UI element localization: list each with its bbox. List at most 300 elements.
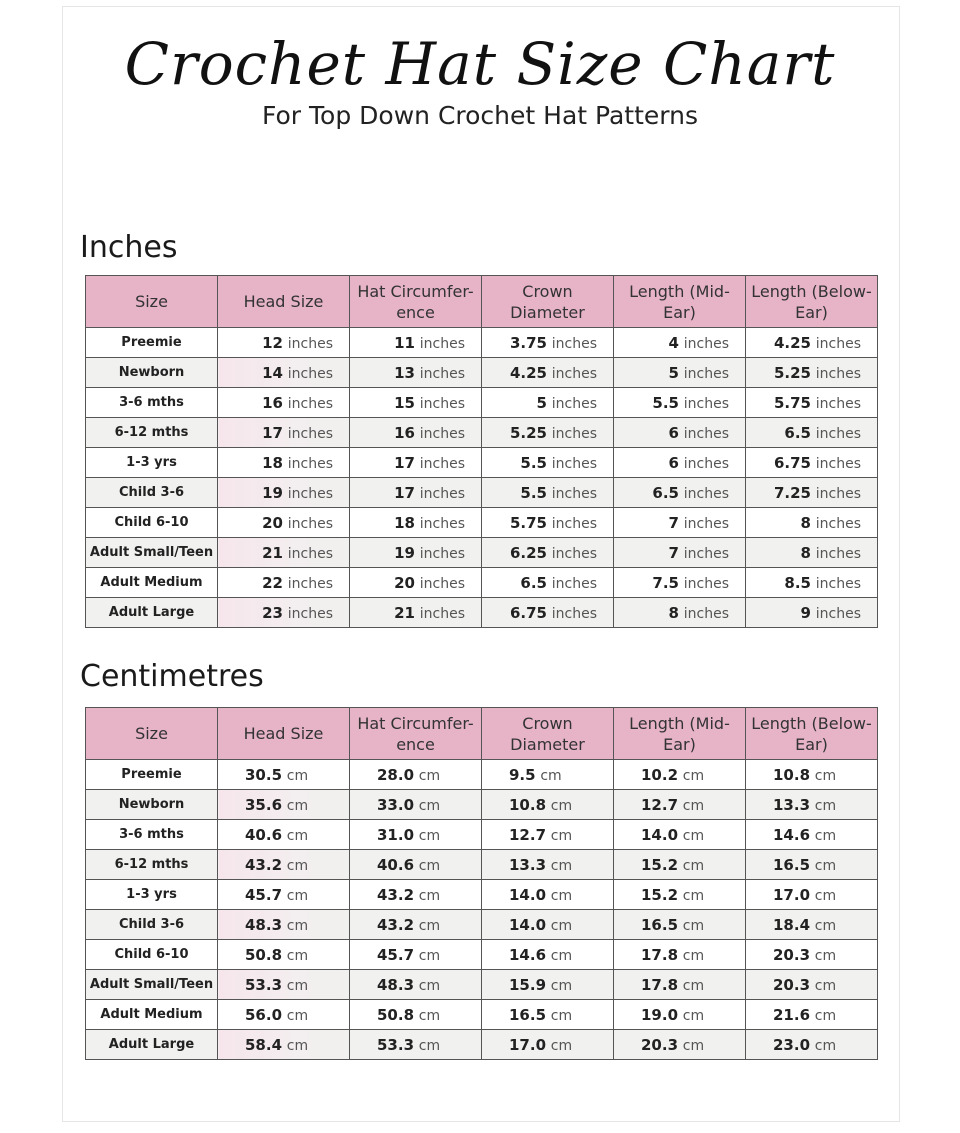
measurement-unit: inches <box>551 605 597 622</box>
table-row <box>86 568 878 598</box>
measurement-value: 5.5 <box>520 483 547 502</box>
measurement-cell <box>350 790 482 820</box>
table-row <box>86 760 878 790</box>
measurement-cell <box>746 850 878 880</box>
measurement-unit: inches <box>287 335 333 352</box>
measurement-value: 5.5 <box>652 393 679 412</box>
measurement-unit: inches <box>419 575 465 592</box>
measurement-value: 53.3 <box>377 1035 415 1054</box>
measurement-unit: inches <box>419 515 465 532</box>
measurement-value: 53.3 <box>245 975 283 994</box>
size-cell: Child 3-6 <box>86 478 218 508</box>
measurement-cell <box>482 940 614 970</box>
measurement-value: 4.25 <box>509 363 547 382</box>
measurement-value: 14.0 <box>509 885 547 904</box>
measurement-cell <box>482 448 614 478</box>
measurement-unit: inches <box>287 425 333 442</box>
measurement-unit: inches <box>419 545 465 562</box>
measurement-cell <box>482 910 614 940</box>
size-cell: Child 6-10 <box>86 508 218 538</box>
centimetres-table <box>85 707 878 1060</box>
measurement-value: 8 <box>800 513 811 532</box>
table-row <box>86 1030 878 1060</box>
size-cell: Preemie <box>86 760 218 790</box>
size-cell: Adult Medium <box>86 1000 218 1030</box>
measurement-value: 7.25 <box>773 483 811 502</box>
measurement-value: 19 <box>262 483 283 502</box>
measurement-cell <box>218 598 350 628</box>
measurement-unit: cm <box>286 1037 309 1054</box>
measurement-cell <box>482 418 614 448</box>
measurement-cell <box>746 970 878 1000</box>
measurement-cell <box>218 1000 350 1030</box>
measurement-unit: inches <box>287 485 333 502</box>
measurement-unit: cm <box>814 797 837 814</box>
measurement-cell <box>218 358 350 388</box>
measurement-cell <box>350 760 482 790</box>
measurement-value: 21.6 <box>773 1005 811 1024</box>
measurement-value: 22 <box>262 573 283 592</box>
measurement-value: 58.4 <box>245 1035 283 1054</box>
measurement-cell <box>746 478 878 508</box>
page-title: Crochet Hat Size Chart <box>124 30 836 98</box>
measurement-cell <box>482 850 614 880</box>
measurement-value: 15.9 <box>509 975 547 994</box>
measurement-unit: inches <box>551 515 597 532</box>
table-row <box>86 880 878 910</box>
measurement-unit: cm <box>418 827 441 844</box>
header-length-below-ear: Length (Below-Ear) <box>746 276 878 328</box>
measurement-value: 7 <box>668 543 679 562</box>
measurement-cell <box>218 448 350 478</box>
measurement-value: 45.7 <box>377 945 415 964</box>
header-length-below-ear: Length (Below-Ear) <box>746 708 878 760</box>
measurement-value: 10.8 <box>509 795 547 814</box>
measurement-value: 12.7 <box>641 795 679 814</box>
measurement-unit: inches <box>683 365 729 382</box>
header-crown-diameter: Crown Diameter <box>482 708 614 760</box>
measurement-cell <box>614 880 746 910</box>
measurement-unit: cm <box>286 797 309 814</box>
measurement-unit: cm <box>286 887 309 904</box>
measurement-value: 6.5 <box>652 483 679 502</box>
measurement-unit: cm <box>550 917 573 934</box>
measurement-cell <box>218 418 350 448</box>
measurement-value: 7 <box>668 513 679 532</box>
measurement-value: 56.0 <box>245 1005 283 1024</box>
measurement-cell <box>218 568 350 598</box>
measurement-value: 43.2 <box>245 855 283 874</box>
measurement-value: 16.5 <box>509 1005 547 1024</box>
table-row <box>86 1000 878 1030</box>
measurement-value: 6 <box>668 423 679 442</box>
measurement-cell <box>746 358 878 388</box>
measurement-value: 21 <box>394 603 415 622</box>
measurement-value: 8 <box>800 543 811 562</box>
measurement-cell <box>482 358 614 388</box>
measurement-cell <box>614 820 746 850</box>
measurement-value: 6.25 <box>509 543 547 562</box>
measurement-value: 48.3 <box>245 915 283 934</box>
measurement-cell <box>746 1030 878 1060</box>
measurement-value: 10.2 <box>641 765 679 784</box>
measurement-unit: cm <box>286 857 309 874</box>
measurement-unit: cm <box>814 947 837 964</box>
size-cell: Newborn <box>86 790 218 820</box>
measurement-value: 6.75 <box>773 453 811 472</box>
measurement-unit: inches <box>815 455 861 472</box>
measurement-value: 5 <box>668 363 679 382</box>
measurement-value: 23 <box>262 603 283 622</box>
measurement-value: 14.6 <box>773 825 811 844</box>
measurement-value: 18 <box>394 513 415 532</box>
table-header-row <box>86 276 878 328</box>
measurement-cell <box>746 418 878 448</box>
measurement-cell <box>218 538 350 568</box>
measurement-value: 13.3 <box>773 795 811 814</box>
measurement-cell <box>746 538 878 568</box>
measurement-cell <box>350 910 482 940</box>
measurement-value: 20.3 <box>773 945 811 964</box>
measurement-cell <box>614 790 746 820</box>
measurement-value: 48.3 <box>377 975 415 994</box>
measurement-unit: cm <box>418 857 441 874</box>
measurement-unit: inches <box>815 395 861 412</box>
measurement-cell <box>614 598 746 628</box>
measurement-cell <box>614 1030 746 1060</box>
measurement-cell <box>350 598 482 628</box>
measurement-unit: cm <box>286 1007 309 1024</box>
measurement-unit: inches <box>287 395 333 412</box>
measurement-unit: cm <box>550 827 573 844</box>
measurement-cell <box>482 970 614 1000</box>
measurement-cell <box>482 388 614 418</box>
header-crown-diameter: Crown Diameter <box>482 276 614 328</box>
header-hat-circumference: Hat Circumfer-ence <box>350 276 482 328</box>
measurement-cell <box>218 850 350 880</box>
measurement-cell <box>482 568 614 598</box>
measurement-value: 9 <box>800 603 811 622</box>
measurement-cell <box>218 880 350 910</box>
measurement-unit: cm <box>682 887 705 904</box>
measurement-cell <box>350 508 482 538</box>
measurement-unit: cm <box>418 977 441 994</box>
measurement-cell <box>482 478 614 508</box>
measurement-value: 16 <box>262 393 283 412</box>
measurement-cell <box>218 760 350 790</box>
table-row <box>86 418 878 448</box>
measurement-cell <box>746 388 878 418</box>
header-hat-circumference: Hat Circumfer-ence <box>350 708 482 760</box>
measurement-cell <box>614 538 746 568</box>
measurement-cell <box>482 790 614 820</box>
measurement-unit: cm <box>550 797 573 814</box>
measurement-value: 15 <box>394 393 415 412</box>
measurement-unit: cm <box>418 767 441 784</box>
measurement-unit: inches <box>287 575 333 592</box>
measurement-unit: cm <box>682 977 705 994</box>
measurement-value: 43.2 <box>377 885 415 904</box>
measurement-unit: cm <box>550 1007 573 1024</box>
measurement-unit: inches <box>683 455 729 472</box>
measurement-cell <box>614 910 746 940</box>
measurement-unit: cm <box>682 1037 705 1054</box>
measurement-cell <box>350 850 482 880</box>
measurement-unit: cm <box>286 917 309 934</box>
measurement-value: 10.8 <box>773 765 811 784</box>
measurement-value: 50.8 <box>245 945 283 964</box>
measurement-unit: cm <box>814 977 837 994</box>
measurement-unit: inches <box>551 485 597 502</box>
measurement-unit: cm <box>682 797 705 814</box>
measurement-unit: cm <box>418 887 441 904</box>
measurement-value: 31.0 <box>377 825 415 844</box>
measurement-unit: inches <box>815 515 861 532</box>
measurement-value: 14.6 <box>509 945 547 964</box>
size-cell: Adult Small/Teen <box>86 538 218 568</box>
table-row <box>86 478 878 508</box>
measurement-cell <box>350 478 482 508</box>
measurement-unit: cm <box>814 767 837 784</box>
measurement-value: 3.75 <box>509 333 547 352</box>
table-row <box>86 790 878 820</box>
measurement-unit: cm <box>682 857 705 874</box>
measurement-unit: cm <box>540 767 562 784</box>
measurement-unit: cm <box>550 857 573 874</box>
measurement-cell <box>482 760 614 790</box>
measurement-unit: cm <box>814 827 837 844</box>
table-row <box>86 940 878 970</box>
measurement-cell <box>350 358 482 388</box>
measurement-cell <box>482 328 614 358</box>
measurement-unit: inches <box>287 515 333 532</box>
measurement-value: 18 <box>262 453 283 472</box>
table-row <box>86 538 878 568</box>
measurement-value: 20 <box>262 513 283 532</box>
measurement-value: 50.8 <box>377 1005 415 1024</box>
measurement-value: 17.0 <box>509 1035 547 1054</box>
measurement-cell <box>218 910 350 940</box>
measurement-cell <box>350 970 482 1000</box>
measurement-cell <box>350 820 482 850</box>
measurement-value: 14.0 <box>509 915 547 934</box>
measurement-cell <box>482 1000 614 1030</box>
measurement-cell <box>614 448 746 478</box>
measurement-unit: cm <box>682 1007 705 1024</box>
measurement-unit: inches <box>815 425 861 442</box>
inches-table-body <box>86 328 878 628</box>
size-cell: Adult Small/Teen <box>86 970 218 1000</box>
measurement-unit: inches <box>419 335 465 352</box>
measurement-cell <box>218 388 350 418</box>
measurement-value: 9.5 <box>509 765 536 784</box>
measurement-value: 5.25 <box>509 423 547 442</box>
measurement-value: 18.4 <box>773 915 811 934</box>
measurement-unit: cm <box>286 767 309 784</box>
table-row <box>86 358 878 388</box>
size-cell: Preemie <box>86 328 218 358</box>
measurement-unit: cm <box>550 947 573 964</box>
measurement-value: 40.6 <box>377 855 415 874</box>
measurement-value: 12 <box>262 333 283 352</box>
measurement-unit: cm <box>286 977 309 994</box>
measurement-cell <box>746 598 878 628</box>
measurement-value: 7.5 <box>652 573 679 592</box>
measurement-cell <box>482 598 614 628</box>
measurement-cell <box>746 328 878 358</box>
measurement-unit: cm <box>550 1037 573 1054</box>
measurement-unit: inches <box>287 455 333 472</box>
measurement-unit: inches <box>683 425 729 442</box>
measurement-unit: inches <box>815 485 861 502</box>
measurement-cell <box>218 508 350 538</box>
measurement-cell <box>218 790 350 820</box>
measurement-value: 15.2 <box>641 885 679 904</box>
measurement-cell <box>218 820 350 850</box>
measurement-cell <box>218 328 350 358</box>
measurement-cell <box>614 1000 746 1030</box>
measurement-cell <box>746 940 878 970</box>
measurement-cell <box>482 508 614 538</box>
measurement-value: 4.25 <box>773 333 811 352</box>
measurement-value: 5.5 <box>520 453 547 472</box>
measurement-value: 4 <box>668 333 679 352</box>
measurement-cell <box>350 880 482 910</box>
measurement-cell <box>482 820 614 850</box>
measurement-unit: cm <box>550 887 573 904</box>
measurement-value: 40.6 <box>245 825 283 844</box>
table-row <box>86 970 878 1000</box>
measurement-unit: inches <box>419 605 465 622</box>
measurement-unit: inches <box>551 335 597 352</box>
table-row <box>86 328 878 358</box>
measurement-unit: cm <box>682 767 705 784</box>
inches-section-title: Inches <box>80 230 178 265</box>
measurement-cell <box>746 568 878 598</box>
measurement-cell <box>350 448 482 478</box>
measurement-value: 30.5 <box>245 765 283 784</box>
measurement-cell <box>746 910 878 940</box>
measurement-cell <box>218 940 350 970</box>
measurement-value: 8.5 <box>784 573 811 592</box>
measurement-unit: inches <box>551 455 597 472</box>
measurement-cell <box>218 970 350 1000</box>
measurement-value: 6 <box>668 453 679 472</box>
size-cell: Adult Large <box>86 1030 218 1060</box>
measurement-unit: inches <box>683 605 729 622</box>
measurement-unit: inches <box>551 575 597 592</box>
measurement-cell <box>350 388 482 418</box>
table-row <box>86 820 878 850</box>
measurement-unit: inches <box>419 365 465 382</box>
measurement-unit: inches <box>683 395 729 412</box>
size-cell: Child 6-10 <box>86 940 218 970</box>
table-row <box>86 388 878 418</box>
measurement-value: 16 <box>394 423 415 442</box>
measurement-unit: inches <box>551 545 597 562</box>
measurement-value: 45.7 <box>245 885 283 904</box>
measurement-cell <box>614 760 746 790</box>
measurement-value: 17.8 <box>641 975 679 994</box>
size-cell: Newborn <box>86 358 218 388</box>
measurement-unit: inches <box>551 425 597 442</box>
measurement-cell <box>614 388 746 418</box>
measurement-unit: inches <box>419 455 465 472</box>
measurement-value: 6.5 <box>784 423 811 442</box>
measurement-cell <box>218 478 350 508</box>
measurement-value: 17.8 <box>641 945 679 964</box>
measurement-cell <box>746 760 878 790</box>
measurement-value: 23.0 <box>773 1035 811 1054</box>
measurement-cell <box>614 478 746 508</box>
measurement-unit: cm <box>418 947 441 964</box>
measurement-value: 5.75 <box>773 393 811 412</box>
measurement-unit: inches <box>683 335 729 352</box>
size-cell: 6-12 mths <box>86 850 218 880</box>
measurement-unit: inches <box>815 365 861 382</box>
measurement-unit: cm <box>418 797 441 814</box>
measurement-cell <box>482 538 614 568</box>
measurement-value: 11 <box>394 333 415 352</box>
table-row <box>86 508 878 538</box>
measurement-unit: inches <box>287 365 333 382</box>
measurement-value: 15.2 <box>641 855 679 874</box>
measurement-unit: inches <box>815 605 861 622</box>
measurement-value: 35.6 <box>245 795 283 814</box>
table-row <box>86 448 878 478</box>
measurement-cell <box>482 1030 614 1060</box>
header-size: Size <box>86 276 218 328</box>
measurement-unit: cm <box>418 917 441 934</box>
measurement-value: 16.5 <box>773 855 811 874</box>
measurement-unit: inches <box>683 485 729 502</box>
size-cell: Child 3-6 <box>86 910 218 940</box>
measurement-unit: inches <box>815 335 861 352</box>
measurement-cell <box>218 1030 350 1060</box>
measurement-value: 20.3 <box>773 975 811 994</box>
measurement-value: 8 <box>668 603 679 622</box>
measurement-value: 14 <box>262 363 283 382</box>
measurement-value: 20 <box>394 573 415 592</box>
measurement-cell <box>350 940 482 970</box>
measurement-cell <box>350 538 482 568</box>
measurement-value: 17 <box>394 483 415 502</box>
measurement-cell <box>350 568 482 598</box>
measurement-value: 14.0 <box>641 825 679 844</box>
measurement-cell <box>746 1000 878 1030</box>
page-subtitle: For Top Down Crochet Hat Patterns <box>262 101 698 130</box>
measurement-value: 12.7 <box>509 825 547 844</box>
measurement-value: 6.5 <box>520 573 547 592</box>
size-cell: 1-3 yrs <box>86 448 218 478</box>
measurement-unit: inches <box>551 365 597 382</box>
measurement-unit: inches <box>815 545 861 562</box>
measurement-value: 19.0 <box>641 1005 679 1024</box>
measurement-cell <box>614 568 746 598</box>
measurement-value: 5 <box>536 393 547 412</box>
measurement-value: 28.0 <box>377 765 415 784</box>
measurement-cell <box>614 358 746 388</box>
measurement-unit: inches <box>419 485 465 502</box>
header-length-mid-ear: Length (Mid-Ear) <box>614 276 746 328</box>
table-row <box>86 598 878 628</box>
table-header-row <box>86 708 878 760</box>
measurement-value: 13.3 <box>509 855 547 874</box>
measurement-value: 33.0 <box>377 795 415 814</box>
measurement-cell <box>350 418 482 448</box>
size-cell: 3-6 mths <box>86 820 218 850</box>
measurement-cell <box>614 970 746 1000</box>
